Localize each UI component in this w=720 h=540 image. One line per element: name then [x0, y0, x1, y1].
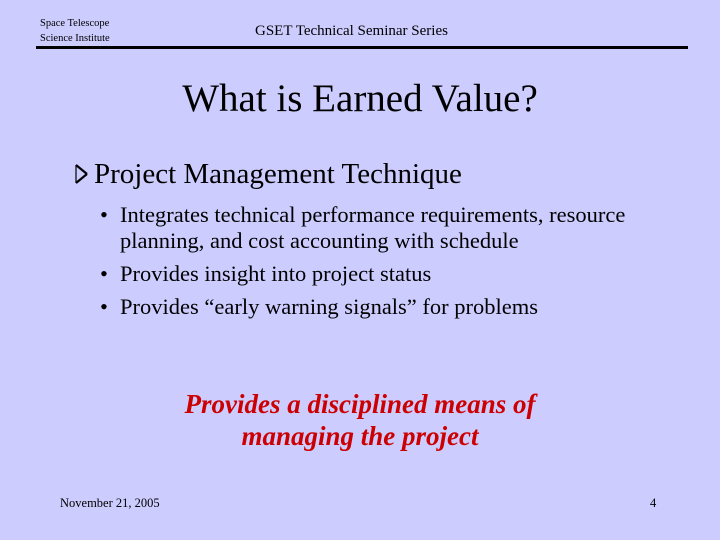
- list-item-text: Provides “early warning signals” for problems: [120, 294, 539, 319]
- organization-name: [40, 16, 110, 46]
- slide-title: What is Earned Value?: [182, 77, 538, 120]
- main-bullet-text: Project Management Technique: [94, 158, 462, 190]
- bullet-dot-icon: •: [100, 261, 108, 286]
- key-takeaway-line2: managing the project: [241, 421, 479, 451]
- bullet-dot-icon: •: [100, 294, 108, 319]
- main-bullet-point: [74, 158, 462, 191]
- bullet-dot-icon: •: [100, 202, 108, 227]
- sub-bullet-list: [100, 202, 700, 327]
- page-number: 4: [650, 496, 657, 510]
- footer-date: November 21, 2005: [60, 496, 160, 510]
- header-divider: [36, 46, 688, 49]
- list-item-text: Integrates technical performance requirements, resource planning, and cost accounting with schedule: [120, 202, 626, 253]
- key-takeaway-line1: Provides a disciplined means of: [184, 389, 536, 419]
- list-item: [100, 294, 700, 320]
- organization-name-line1: Space Telescope: [40, 18, 110, 29]
- seminar-series-title: GSET Technical Seminar Series: [255, 23, 448, 39]
- key-takeaway: [0, 388, 720, 452]
- list-item: [100, 261, 700, 287]
- list-item-text: Provides insight into project status: [120, 261, 432, 286]
- arrow-bullet-icon: [74, 160, 90, 193]
- list-item: [100, 202, 700, 254]
- organization-name-line2: Science Institute: [40, 33, 110, 44]
